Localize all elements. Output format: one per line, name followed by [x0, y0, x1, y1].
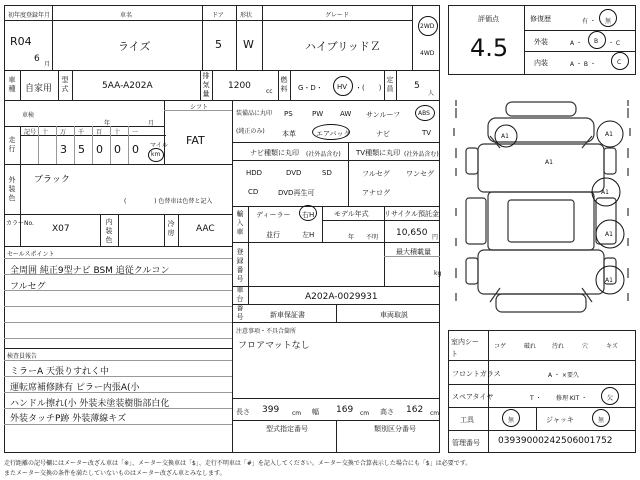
mileage-digit: 5	[78, 143, 85, 156]
max-load-label: 最大積載量	[396, 248, 431, 256]
seat-item-4: 穴	[582, 343, 589, 350]
category-number-label: 類別区分番号	[374, 425, 416, 433]
inspector-line-4: 外装タッチP跡 外装薄線キズ	[10, 414, 127, 424]
interior-ab: A ・ B ・	[570, 61, 596, 68]
equip-navi: ナビ	[376, 130, 390, 138]
shift: FAT	[186, 134, 205, 147]
check-label: 車検	[22, 112, 35, 119]
jack-label: ジャッキ	[546, 416, 574, 424]
usage-label: 車種	[8, 76, 16, 93]
manual: 車両取説	[380, 311, 408, 319]
score-label: 評価点	[478, 15, 499, 23]
footer-line-1: 走行距離の記号欄にはメーター改ざん車は「※」、メーター交換車は「$」、走行不明車は「#」を記入してください。メーター交換で合算表示した場合にも「$」は必要です。	[4, 460, 472, 467]
score-value: 4.5	[470, 34, 509, 62]
interior-label: 内装	[534, 59, 548, 67]
reg-month: 6	[34, 54, 40, 64]
damage-mark-6: A1	[545, 159, 553, 166]
equip-airbag: エアバック	[316, 130, 351, 138]
import-label: 輸入車	[236, 210, 244, 236]
ac-value: AAC	[196, 224, 215, 234]
equip-abs: ABS	[418, 110, 430, 117]
import-right: 右H	[302, 211, 315, 219]
mgmt-label: 管理番号	[452, 439, 480, 447]
nav-cd: CD	[248, 188, 259, 196]
inspector-line-3: ハンドル擦れ(小 外装未塗装樹脂部白化	[10, 399, 170, 409]
footer-line-2: またメーター交換の条件を満たしていないものはメーター改ざん車とみなします。	[4, 470, 226, 477]
exterior-a: A ・	[570, 40, 583, 47]
model-year-year: 年	[348, 234, 355, 241]
shape-label: 形状	[240, 12, 253, 19]
width-value: 169	[336, 405, 354, 415]
recycle-yen: 円	[432, 234, 439, 241]
fuel-rest: ・( )	[355, 84, 382, 92]
nav-dvd-play: DVD再生可	[278, 189, 315, 197]
equip-sunroof: サンルーフ	[366, 111, 401, 119]
door-label: ドア	[212, 12, 224, 19]
interior-color-label: 内装色	[105, 218, 113, 244]
reg-year: R04	[10, 35, 32, 48]
equipment-label: 装備品に丸印	[236, 110, 273, 117]
tv-analog: アナログ	[362, 189, 390, 197]
model: 5AA-A202A	[102, 81, 153, 91]
capacity: 5	[414, 81, 420, 91]
digit-header: 記号	[24, 129, 37, 136]
interior-selected: C	[617, 59, 622, 66]
shape: W	[243, 38, 254, 51]
digit-header: 十	[42, 129, 49, 136]
selling-point-1: 全周囲 純正9型ナビ BSM 追従クルコン	[10, 266, 170, 276]
digit-header: 百	[96, 129, 103, 136]
equip-ps: PS	[284, 110, 293, 118]
model-year-unknown: 不明	[366, 234, 379, 241]
length-unit: cm	[292, 410, 302, 417]
import-left: 左H	[302, 231, 315, 239]
inspector-label: 検査員報告	[7, 353, 38, 360]
max-load-kg: kg	[434, 270, 442, 277]
repair-selected: 無	[605, 18, 612, 25]
equip-pw: PW	[312, 110, 324, 118]
digit-header: 十	[114, 129, 121, 136]
spare-label: スペアタイヤ	[452, 393, 494, 401]
spare-kit: 修理 KIT ・	[556, 395, 588, 402]
import-parallel: 並行	[266, 231, 280, 239]
drive-2wd: 2WD	[420, 23, 435, 30]
ac-label: 冷房	[167, 220, 175, 237]
repair-label: 修復歴	[530, 15, 551, 23]
digit-header: 一	[132, 129, 139, 136]
height-value: 162	[406, 405, 424, 415]
type-number-label: 型式指定番号	[266, 425, 308, 433]
model-year-label: モデル年式	[334, 210, 369, 218]
shift-label: シフト	[190, 104, 209, 111]
month-unit: 月	[44, 61, 51, 68]
doors: 5	[215, 38, 222, 51]
jack-value: 無	[598, 417, 605, 424]
tv-type-label: TV種類に丸印	[356, 149, 401, 157]
km-label: km	[151, 151, 161, 158]
width-unit: cm	[360, 410, 370, 417]
damage-mark-2: A1	[501, 133, 509, 140]
mileage-label: 走行	[8, 136, 16, 153]
car-name-label: 車名	[120, 12, 133, 19]
reg-date-label: 初年度登録年月	[8, 12, 51, 19]
fuel-selected: HV	[337, 83, 348, 91]
recycle-label: リサイクル預託金	[384, 210, 440, 218]
height-unit: cm	[430, 410, 440, 417]
grade: ハイブリッドＺ	[305, 40, 381, 53]
fuel-options: G・D・	[298, 84, 323, 92]
displacement: 1200	[228, 81, 251, 91]
mgmt-number: 0393900024250600​1752	[498, 436, 613, 446]
repair-options: 有 ・	[582, 18, 596, 25]
nav-hdd: HDD	[246, 169, 263, 177]
cc-unit: cc	[266, 88, 273, 95]
exterior-c: ・ C	[608, 40, 621, 47]
drive-4wd: 4WD	[420, 50, 435, 57]
inspector-line-2: 運転席補修跡有 ピラー内張A(小	[10, 383, 140, 393]
tv-oneseg: ワンセグ	[406, 170, 434, 178]
width-label: 幅	[312, 408, 319, 416]
color-code-label: カラーNo.	[6, 220, 34, 227]
damage-mark-5: A1	[605, 277, 613, 284]
nav-dvd: DVD	[286, 169, 302, 177]
model-label: 型式	[61, 76, 69, 93]
equipment-sublabel: (純正のみ)	[236, 128, 265, 135]
notes-label: 注意事項・不具合箇所	[236, 328, 297, 335]
new-warranty: 新車保証書	[270, 311, 305, 319]
equip-leather: 本革	[282, 130, 296, 138]
import-dealer: ディーラー	[256, 211, 291, 219]
registration-label: 登録番号	[236, 248, 244, 283]
car-name: ライズ	[118, 40, 151, 53]
selling-points-label: セールスポイント	[7, 251, 55, 258]
equip-aw: AW	[340, 110, 352, 118]
equip-tv: TV	[422, 129, 432, 137]
displacement-label: 排気量	[202, 72, 210, 98]
mileage-digit: 3	[60, 143, 67, 156]
mileage-digit: 0	[132, 143, 139, 156]
digit-header: 千	[78, 129, 85, 136]
seat-item-3: 汚れ	[552, 343, 565, 350]
chassis-number: A202A-0029931	[305, 292, 378, 302]
seat-label: 室内シート	[451, 338, 479, 358]
inspector-line-1: ミラーA 天張りすれく中	[10, 367, 110, 377]
tools-label: 工具	[460, 416, 474, 424]
tools-value: 無	[508, 417, 515, 424]
nav-sd: SD	[322, 169, 332, 177]
color-value: ブラック	[34, 175, 70, 185]
height-label: 高さ	[380, 408, 394, 416]
selling-point-2: フルセグ	[10, 282, 46, 292]
nav-type-label: ナビ種類に丸印	[250, 149, 299, 157]
glass-value: A ・ ×要久	[548, 372, 579, 379]
spare-t: T ・	[530, 395, 542, 402]
color-code: X07	[52, 224, 70, 234]
mileage-digit: 0	[96, 143, 103, 156]
exterior-label: 外装	[534, 38, 548, 46]
person-unit: 人	[428, 90, 435, 97]
notes: フロアマットなし	[238, 341, 310, 351]
tv-fullseg: フルセグ	[362, 170, 390, 178]
tv-type-sub: (社外品含む)	[404, 151, 439, 158]
exterior-selected: B	[594, 38, 599, 45]
length-value: 399	[262, 405, 280, 415]
chassis-label: 車台番号	[236, 286, 244, 321]
color-note: ( ) 色替車は色替と記入	[124, 198, 213, 205]
check-month-unit: 月	[148, 120, 155, 127]
glass-label: フロントガラス	[452, 370, 501, 378]
seat-item-2: 破れ	[524, 343, 537, 350]
car-damage-diagram	[448, 88, 636, 324]
usage: 自家用	[25, 84, 53, 94]
digit-header: 万	[60, 129, 67, 136]
nav-type-sub: (社外品含む)	[306, 151, 341, 158]
damage-mark-4: A1	[605, 231, 613, 238]
seat-item-1: コゲ	[494, 343, 507, 350]
damage-mark-3: A1	[601, 189, 609, 196]
fuel-label: 燃料	[280, 76, 288, 93]
recycle-value: 10,650	[396, 228, 428, 238]
length-label: 長さ	[236, 408, 250, 416]
seat-item-5: キズ	[606, 343, 618, 350]
color-label: 外装色	[8, 176, 16, 202]
check-year-unit: 年	[104, 120, 111, 127]
grade-label: グレード	[325, 12, 350, 19]
mileage-digit: 0	[114, 143, 121, 156]
capacity-label: 定員	[386, 76, 394, 93]
mile-label: マイル	[150, 142, 168, 149]
damage-mark-1: A1	[605, 131, 613, 138]
spare-selected: 欠	[607, 395, 614, 402]
